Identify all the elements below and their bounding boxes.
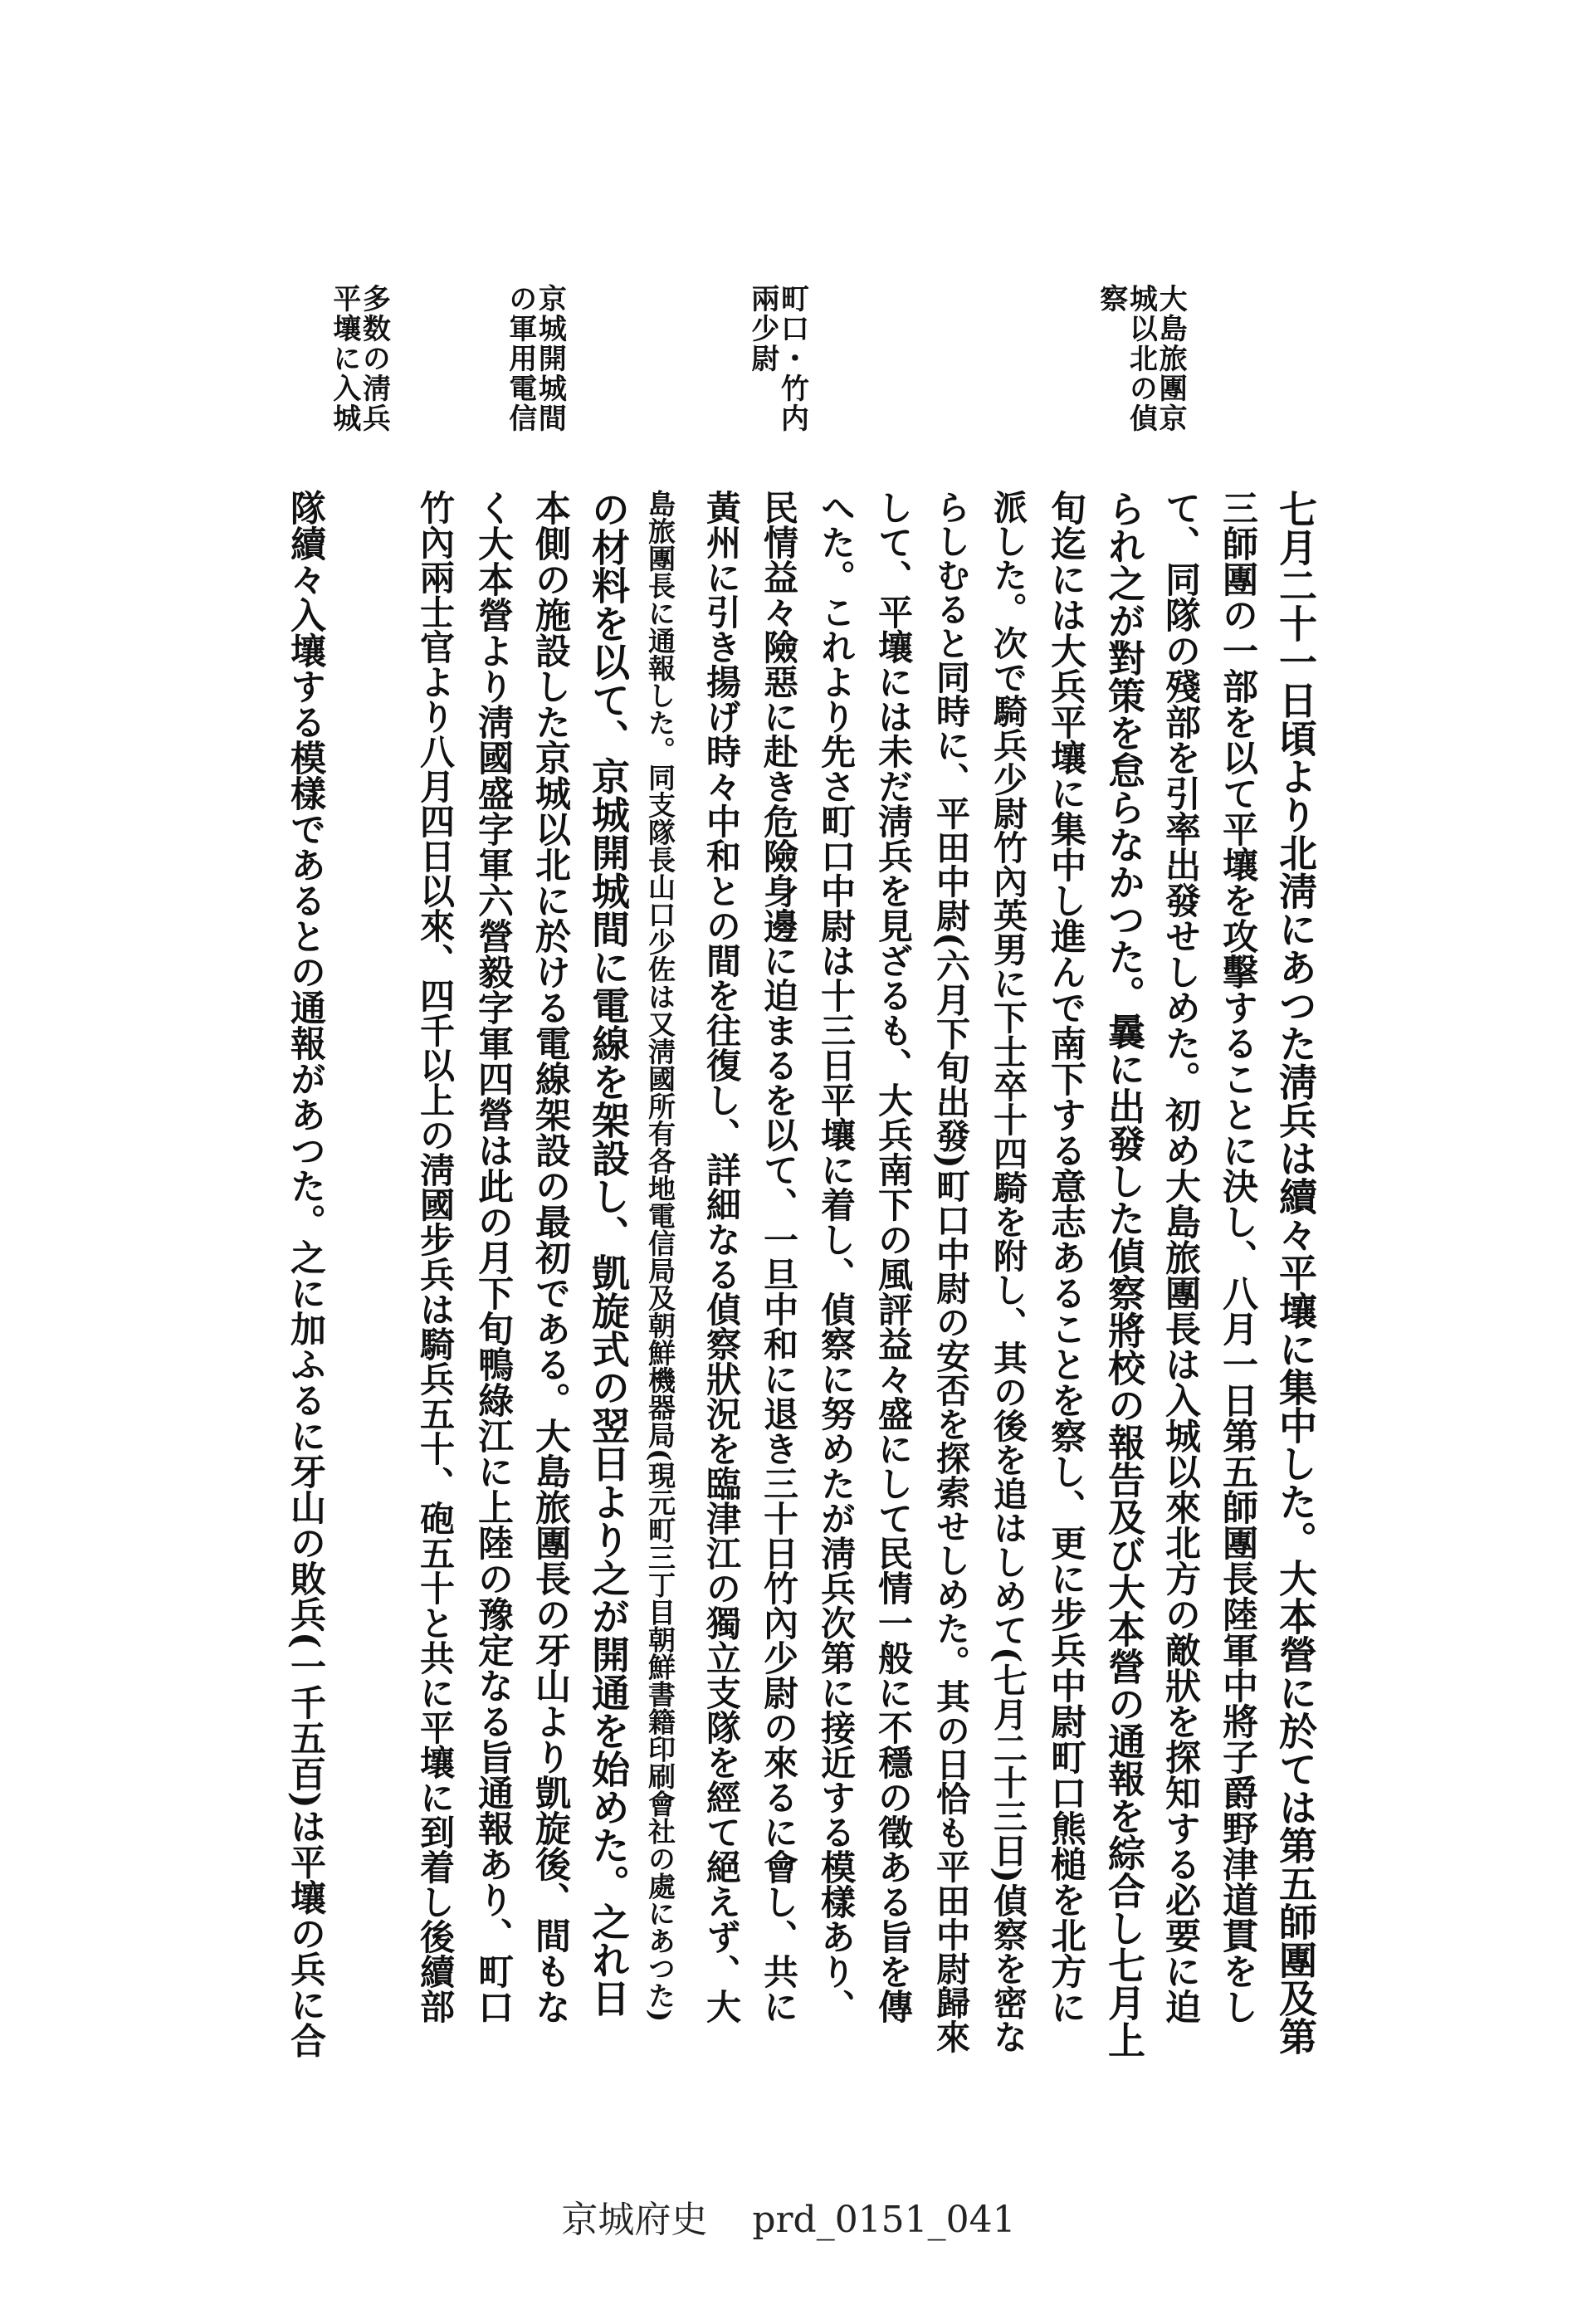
text-column-14: 本側の施設した京城以北に於ける電線架設の最初である。大島旅團長の牙山より凱旋後、間もな: [530, 490, 571, 2024]
text-column-2: 三師團の一部を以て平壤を攻擊することに決し、八月一日第五師團長陸軍中將子爵野津道貫をし: [1217, 490, 1258, 2024]
text-column-16: 竹內兩士官より八月四日以來、四千以上の淸國步兵は騎兵五十、砲五十と共に平壤に到着し後續部: [415, 490, 456, 2024]
text-column-11: 黃州に引き揚げ時々中和との間を往復し、詳細なる偵察狀況を臨津江の獨立支隊を經て絕えず、大: [701, 490, 742, 2024]
text-column-3: て、同隊の殘部を引率出發せしめた。初め大島旅團長は入城以來北方の敵狀を探知する必要に迫: [1160, 490, 1201, 2024]
text-column-15: く大本營より淸國盛字軍六營毅字軍四營は此の月下旬鴨綠江に上陸の豫定なる旨通報あり、町口: [472, 490, 514, 2024]
text-column-1: 七月二十一日頃より北淸にあつた淸兵は續々平壤に集中した。大本營に於ては第五師團及第: [1273, 490, 1318, 2055]
text-column-6: 派した。次で騎兵少尉竹內英男に下士卒十四騎を附し、其の後を追はしめて(七月二十三日)偵察を密な: [988, 490, 1028, 2053]
footer-title: 京城府史: [561, 2199, 708, 2241]
footer-page-id: prd_0151_041: [752, 2199, 1016, 2241]
side-note-1: 大島旅團京城以北の偵察: [1094, 284, 1188, 433]
text-column-5: 旬迄には大兵平壤に集中し進んで南下する意志あることを察し、更に步兵中尉町口熊槌を北方に: [1045, 490, 1086, 2024]
side-note-4: 多数の淸兵平壤に入城: [327, 284, 391, 433]
text-column-10: 民情益々險惡に赴き危險身邊に迫まるを以て、一旦中和に退き三十日竹內少尉の來るに會し、共に: [759, 490, 799, 2024]
text-column-13: の材料を以て、京城開城間に電線を架設し、凱旋式の翌日より之が開通を始めた。之れ日: [586, 490, 631, 2017]
page-footer: [0, 2190, 1577, 2243]
side-note-2: 町口・竹内兩少尉: [745, 284, 809, 433]
side-note-3: 京城開城間の軍用電信: [503, 284, 567, 433]
text-column-7: らしむると同時に、平田中尉(六月下旬出發)町口中尉の安否を探索せしめた。其の日恰も平田中尉歸來: [930, 490, 970, 2053]
text-column-8: して、平壤には未だ淸兵を見ざるも、大兵南下の風評益々盛にして民情一般に不穩の徵ある旨を傳: [873, 490, 914, 2024]
text-column-12: 島旅團長に通報した。同支隊長山口少佐は又淸國所有各地電信局及朝鮮機器局(現元町三丁目朝鮮書籍印刷會社の處にあつた): [644, 490, 676, 2023]
text-column-17: 隊續々入壤する模樣であるとの通報があつた。之に加ふるに牙山の敗兵(一千五百)は平壤の兵に合: [285, 490, 326, 2058]
text-column-9: へた。これより先さ町口中尉は十三日平壤に着し、偵察に努めたが淸兵次第に接近する模樣あり、: [816, 490, 857, 2024]
text-column-4: られ之が對策を怠らなかつた。曩に出發した偵察將校の報告及び大本營の通報を綜合し七月上: [1101, 490, 1145, 2058]
